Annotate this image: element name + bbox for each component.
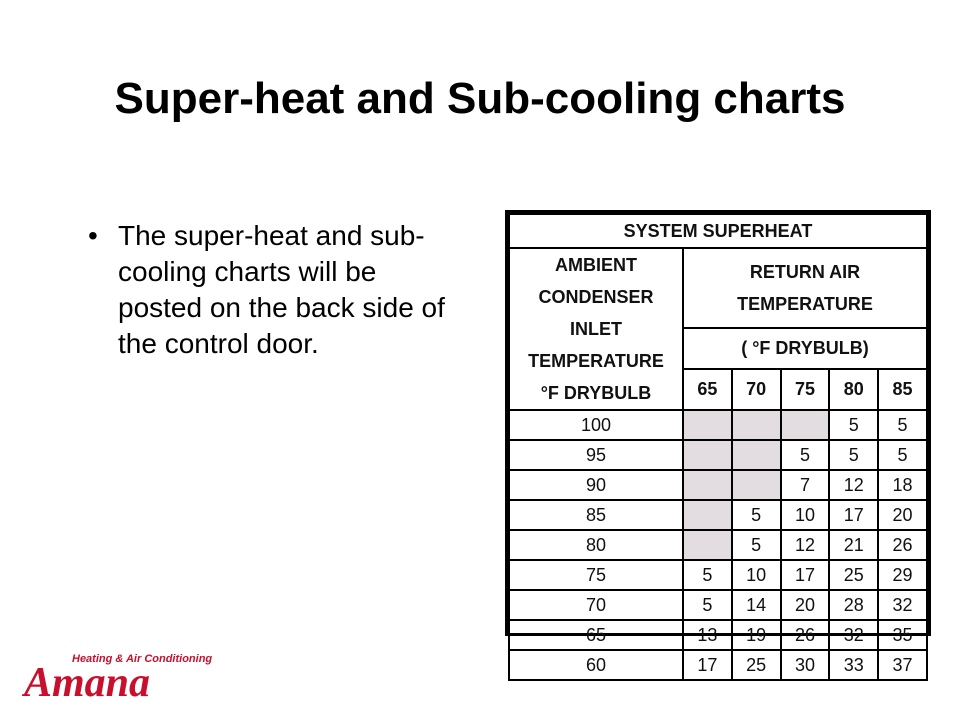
superheat-value-cell: 5 (829, 410, 878, 440)
ambient-header (509, 248, 683, 410)
bullet-dot-icon: • (88, 220, 98, 251)
column-header: 75 (781, 369, 830, 410)
superheat-value-cell: 5 (732, 500, 781, 530)
superheat-value-cell: 5 (878, 410, 927, 440)
superheat-value-cell: 5 (829, 440, 878, 470)
superheat-value-cell: 19 (732, 620, 781, 650)
column-header: 65 (683, 369, 732, 410)
ambient-temp-cell: 75 (509, 560, 683, 590)
column-header: 70 (732, 369, 781, 410)
shaded-cell (683, 470, 732, 500)
ambient-temp-cell: 70 (509, 590, 683, 620)
table-row (509, 560, 927, 590)
table-row (509, 500, 927, 530)
superheat-value-cell: 17 (829, 500, 878, 530)
ambient-temp-cell: 90 (509, 470, 683, 500)
table-row (509, 620, 927, 650)
return-air-header: RETURN AIR TEMPERATURE (683, 248, 927, 328)
logo-brand: Amana (24, 660, 151, 706)
column-header: 80 (829, 369, 878, 410)
superheat-value-cell: 18 (878, 470, 927, 500)
shaded-cell (732, 410, 781, 440)
bullet-item (88, 218, 468, 362)
ambient-temp-cell: 60 (509, 650, 683, 680)
superheat-value-cell: 12 (781, 530, 830, 560)
superheat-value-cell: 32 (878, 590, 927, 620)
superheat-table (508, 213, 928, 681)
superheat-value-cell: 5 (732, 530, 781, 560)
superheat-value-cell: 26 (878, 530, 927, 560)
ambient-header-line: °F DRYBULB (540, 383, 652, 403)
superheat-value-cell: 5 (683, 560, 732, 590)
superheat-value-cell: 33 (829, 650, 878, 680)
superheat-value-cell: 10 (732, 560, 781, 590)
superheat-value-cell: 5 (781, 440, 830, 470)
superheat-value-cell: 30 (781, 650, 830, 680)
shaded-cell (683, 440, 732, 470)
ambient-temp-cell: 85 (509, 500, 683, 530)
amana-logo (22, 648, 213, 706)
superheat-value-cell: 17 (781, 560, 830, 590)
shaded-cell (683, 530, 732, 560)
superheat-value-cell: 32 (829, 620, 878, 650)
superheat-value-cell: 10 (781, 500, 830, 530)
table-row (509, 590, 927, 620)
superheat-value-cell: 25 (829, 560, 878, 590)
shaded-cell (732, 470, 781, 500)
ambient-temp-cell: 80 (509, 530, 683, 560)
shaded-cell (683, 410, 732, 440)
superheat-value-cell: 25 (732, 650, 781, 680)
ambient-temp-cell: 65 (509, 620, 683, 650)
table-row (509, 440, 927, 470)
superheat-value-cell: 14 (732, 590, 781, 620)
superheat-value-cell: 20 (781, 590, 830, 620)
superheat-value-cell: 12 (829, 470, 878, 500)
superheat-value-cell: 28 (829, 590, 878, 620)
table-title: SYSTEM SUPERHEAT (509, 214, 927, 248)
superheat-value-cell: 37 (878, 650, 927, 680)
ambient-header-line: AMBIENT CONDENSER (538, 255, 654, 307)
ambient-temp-cell: 100 (509, 410, 683, 440)
superheat-value-cell: 5 (878, 440, 927, 470)
bullet-text: The super-heat and sub-cooling charts will be posted on the back side of the control door. (118, 220, 445, 359)
shaded-cell (781, 410, 830, 440)
logo-tagline: Heating & Air Conditioning (72, 653, 213, 665)
superheat-value-cell: 35 (878, 620, 927, 650)
ambient-header-line: INLET TEMPERATURE (528, 319, 664, 371)
superheat-value-cell: 5 (683, 590, 732, 620)
shaded-cell (732, 440, 781, 470)
superheat-value-cell: 7 (781, 470, 830, 500)
superheat-value-cell: 26 (781, 620, 830, 650)
shaded-cell (683, 500, 732, 530)
superheat-value-cell: 29 (878, 560, 927, 590)
ambient-temp-cell: 95 (509, 440, 683, 470)
table-row (509, 650, 927, 680)
return-air-subheader: ( °F DRYBULB) (683, 328, 927, 369)
superheat-value-cell: 21 (829, 530, 878, 560)
slide-title: Super-heat and Sub-cooling charts (114, 74, 846, 123)
bullet-list (88, 218, 468, 362)
superheat-value-cell: 20 (878, 500, 927, 530)
table-row (509, 470, 927, 500)
superheat-value-cell: 13 (683, 620, 732, 650)
table-row (509, 410, 927, 440)
table-body (509, 410, 927, 680)
superheat-chart (505, 210, 931, 675)
column-header: 85 (878, 369, 927, 410)
superheat-value-cell: 17 (683, 650, 732, 680)
table-row (509, 530, 927, 560)
